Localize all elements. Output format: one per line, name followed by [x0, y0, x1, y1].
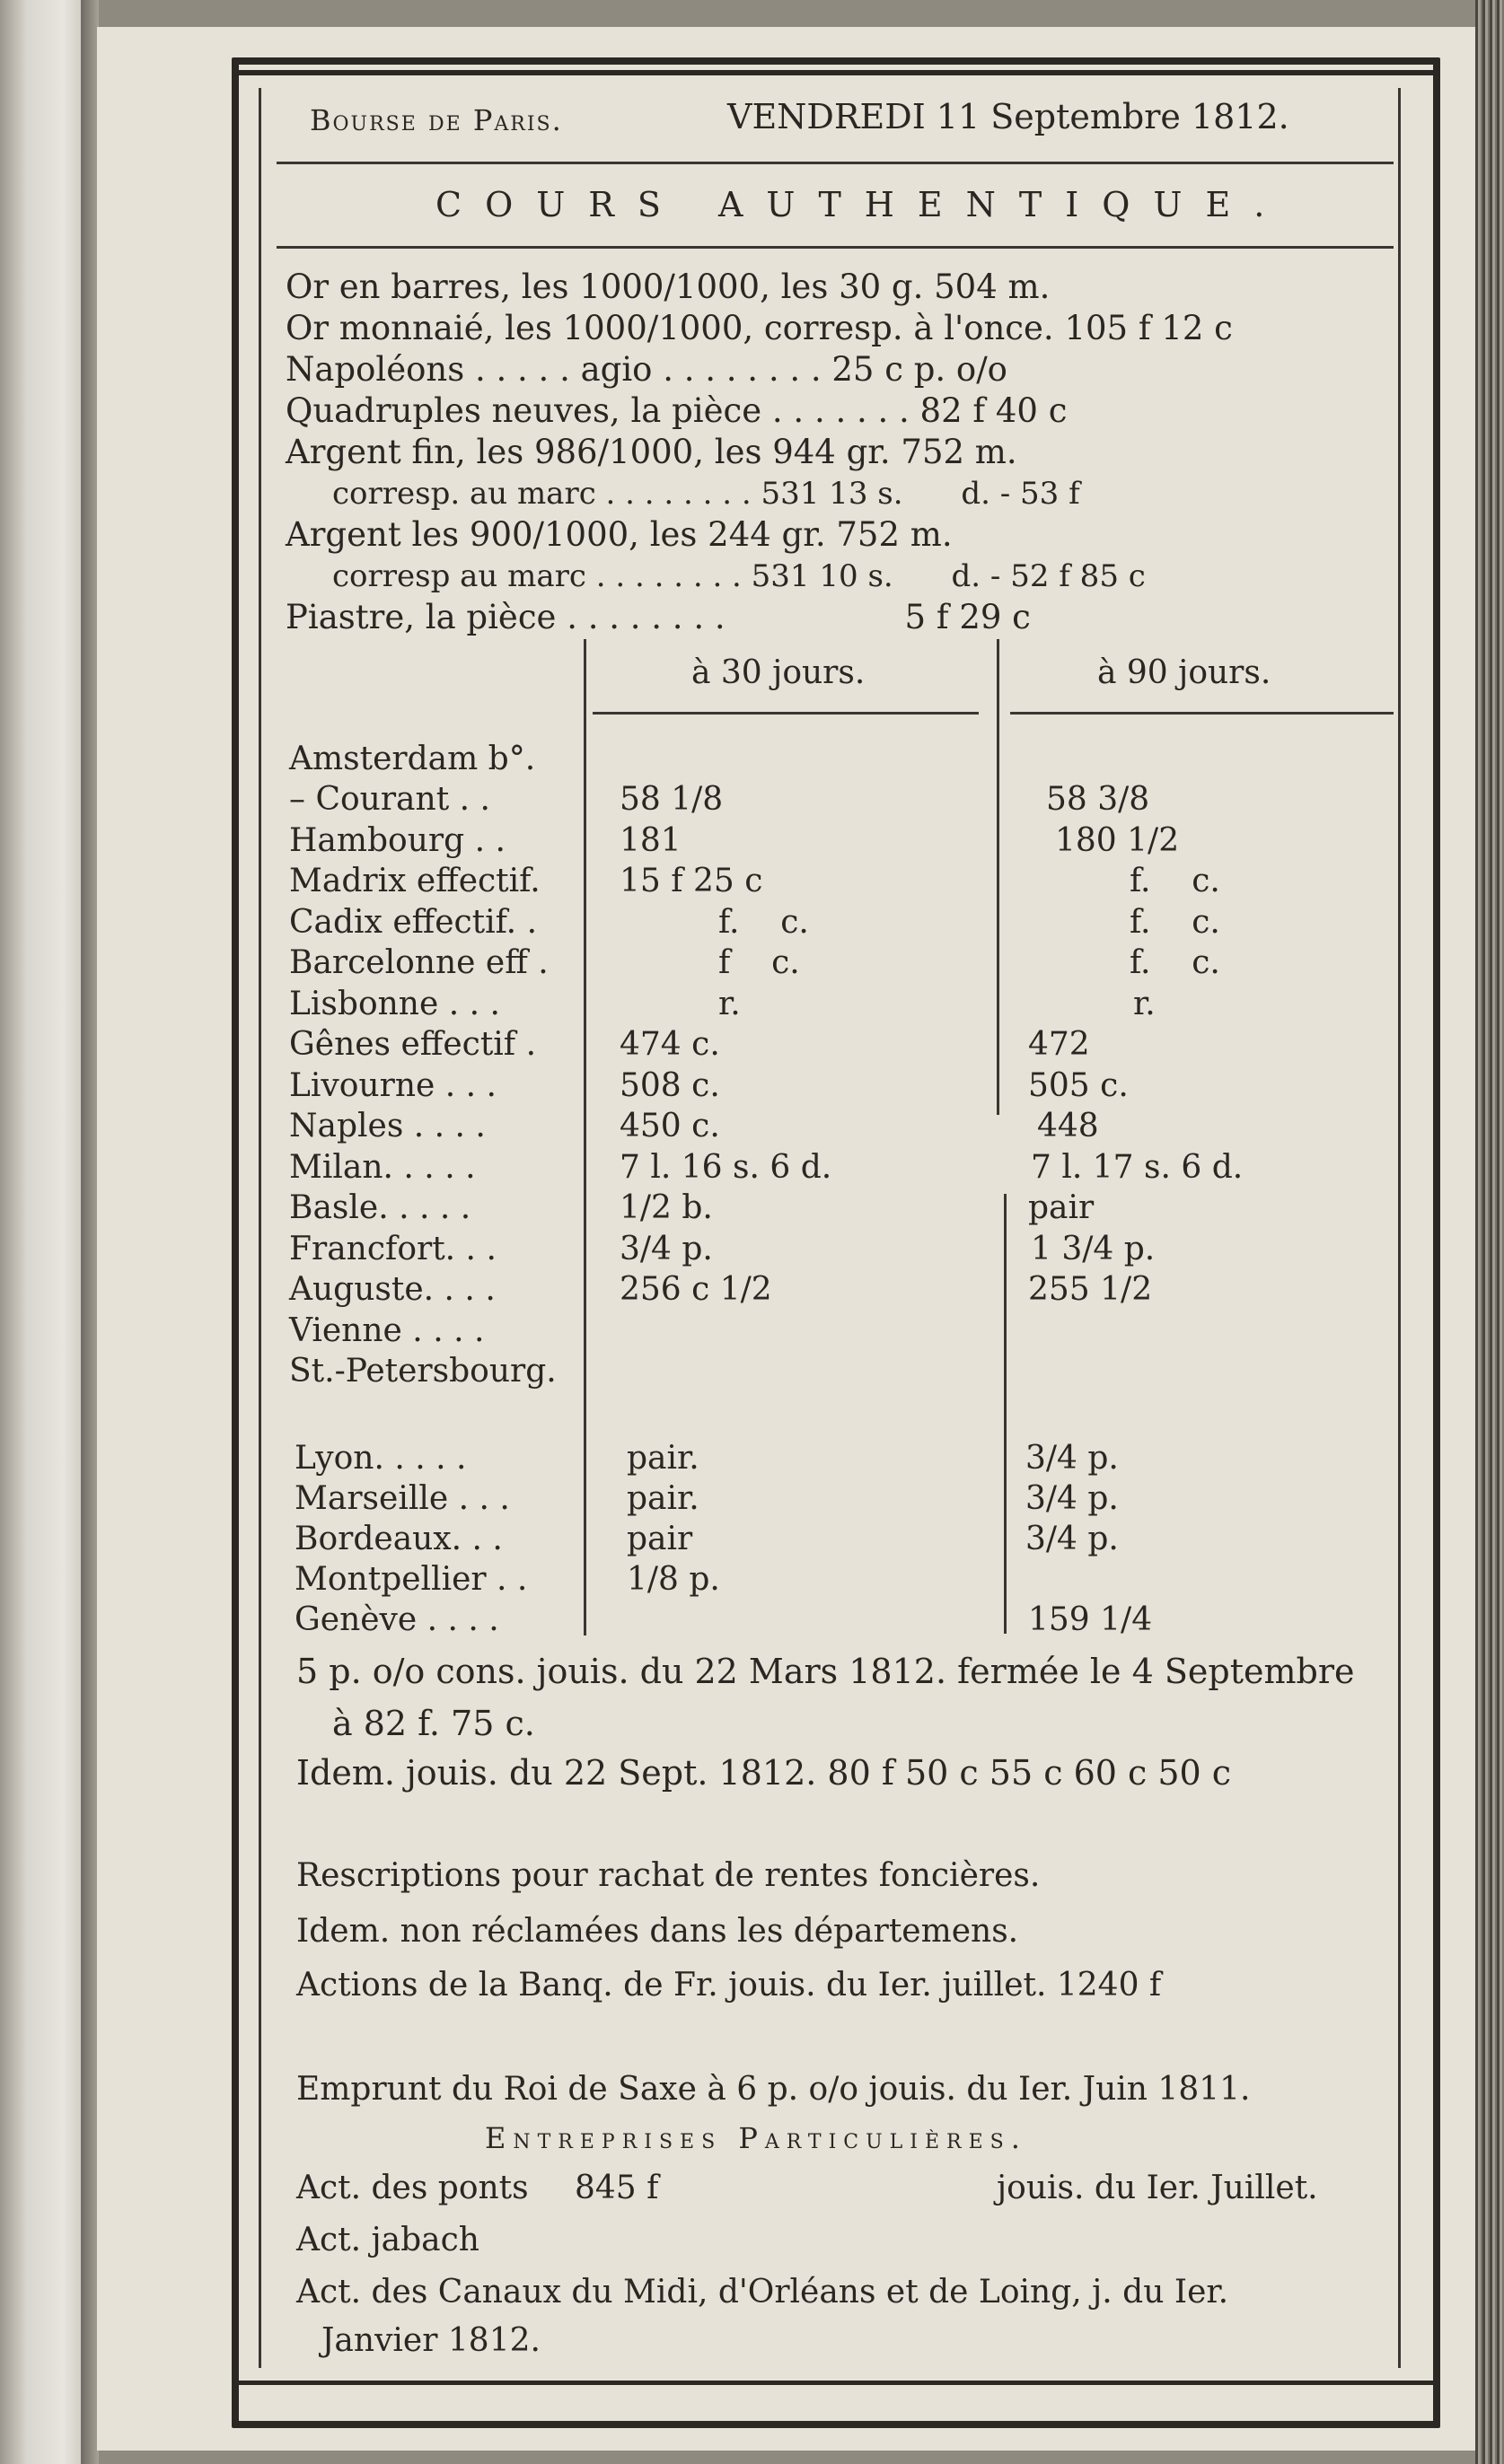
- place-bordeaux: Bordeaux. . .: [295, 1521, 503, 1557]
- metal-line-8: corresp au marc . . . . . . . . 531 10 s. d. - 52 f 85 c: [332, 558, 1146, 594]
- place-hambourg: Hambourg . .: [289, 822, 506, 859]
- place-barcelonne: Barcelonne eff .: [289, 944, 549, 981]
- gutter-shadow: [81, 0, 99, 2464]
- place-courant: – Courant . .: [289, 781, 490, 818]
- place-naples: Naples . . . .: [289, 1108, 486, 1144]
- actions-banque: Actions de la Banq. de Fr. jouis. du Ier. juillet. 1240 f: [296, 1967, 1162, 2004]
- title-rule: [277, 246, 1394, 249]
- rate90-francfort: 1 3/4 p.: [1031, 1231, 1156, 1267]
- col-90-rule: [1010, 712, 1394, 715]
- rate30-basle: 1/2 b.: [620, 1189, 713, 1226]
- metal-line-4: Quadruples neuves, la pièce . . . . . . . 82 f 40 c: [286, 391, 1068, 430]
- bottom-border-rule: [232, 2381, 1440, 2385]
- place-livourne: Livourne . . .: [289, 1067, 497, 1104]
- rate90-basle: pair: [1028, 1189, 1095, 1226]
- place-marseille: Marseille . . .: [295, 1480, 510, 1517]
- place-basle: Basle. . . . .: [289, 1189, 471, 1226]
- rate30-bordeaux: pair: [627, 1521, 693, 1557]
- act-jabach: Act. jabach: [296, 2222, 479, 2258]
- idem-non-reclamees: Idem. non réclamées dans les départemens.: [296, 1913, 1019, 1950]
- col-30-rule: [593, 712, 979, 715]
- rate90-milan: 7 l. 17 s. 6 d.: [1031, 1149, 1244, 1186]
- rate90-genes: 472: [1028, 1026, 1090, 1063]
- rate30-livourne: 508 c.: [620, 1067, 720, 1104]
- place-genes: Gênes effectif .: [289, 1026, 537, 1063]
- rate30-cadix: f. c.: [718, 904, 809, 941]
- place-cadix: Cadix effectif. .: [289, 904, 538, 941]
- rate30-genes: 474 c.: [620, 1026, 720, 1063]
- metal-line-6: corresp. au marc . . . . . . . . 531 13 s. d. - 53 f: [332, 476, 1080, 512]
- metal-line-9: Piastre, la pièce . . . . . . . . 5 f 29 c: [286, 598, 1031, 636]
- rate30-madrid: 15 f 25 c: [620, 863, 763, 899]
- metal-line-2: Or monnaié, les 1000/1000, corresp. à l'once. 105 f 12 c: [286, 309, 1233, 347]
- top-border-rule: [232, 70, 1440, 75]
- rente-5pct: 5 p. o/o cons. jouis. du 22 Mars 1812. fermée le 4 Septembre: [296, 1652, 1355, 1691]
- rate30-montpellier: 1/8 p.: [627, 1561, 720, 1598]
- rate30-lyon: pair.: [627, 1440, 699, 1477]
- rate30-naples: 450 c.: [620, 1108, 720, 1144]
- act-ponts-jouis: jouis. du Ier. Juillet.: [997, 2170, 1318, 2206]
- place-milan: Milan. . . . .: [289, 1149, 476, 1186]
- metal-line-3: Napoléons . . . . . agio . . . . . . . . 25 c p. o/o: [286, 350, 1007, 389]
- place-vienne: Vienne . . . .: [289, 1312, 485, 1349]
- place-lyon: Lyon. . . . .: [295, 1440, 467, 1477]
- place-francfort: Francfort. . .: [289, 1231, 497, 1267]
- rate30-auguste: 256 c 1/2: [620, 1271, 772, 1308]
- rate90-bordeaux: 3/4 p.: [1025, 1521, 1119, 1557]
- rate90-courant: 58 3/8: [1046, 781, 1150, 818]
- rente-5pct-price: à 82 f. 75 c.: [332, 1704, 535, 1743]
- rate90-naples: 448: [1037, 1108, 1099, 1144]
- page-edges: [1475, 0, 1504, 2464]
- place-madrid: Madrix effectif.: [289, 863, 541, 899]
- act-ponts-label: Act. des ponts: [296, 2170, 529, 2206]
- rente-idem: Idem. jouis. du 22 Sept. 1812. 80 f 50 c 55 c 60 c 50 c: [296, 1753, 1232, 1793]
- act-ponts-value: 845 f: [575, 2170, 659, 2206]
- entreprises-heading: Entreprises Particulières.: [485, 2121, 1027, 2155]
- rate90-auguste: 255 1/2: [1028, 1271, 1153, 1308]
- act-canaux-2: Janvier 1812.: [321, 2322, 541, 2359]
- rescriptions: Rescriptions pour rachat de rentes foncières.: [296, 1857, 1041, 1894]
- rate90-lisbonne: r.: [1133, 986, 1156, 1022]
- rate30-hambourg: 181: [620, 822, 682, 859]
- rate90-marseille: 3/4 p.: [1025, 1480, 1119, 1517]
- col-30-header: à 30 jours.: [691, 654, 866, 691]
- rate30-milan: 7 l. 16 s. 6 d.: [620, 1149, 832, 1186]
- header-rule: [277, 162, 1394, 164]
- header-left: Bourse de Paris.: [310, 103, 563, 137]
- table-divider-left: [584, 639, 586, 1635]
- act-canaux-1: Act. des Canaux du Midi, d'Orléans et de Loing, j. du Ier.: [296, 2274, 1229, 2311]
- rate30-barcelonne: f c.: [718, 944, 800, 981]
- rate30-lisbonne: r.: [718, 986, 741, 1022]
- metal-line-1: Or en barres, les 1000/1000, les 30 g. 504 m.: [286, 267, 1051, 306]
- place-geneve: Genève . . . .: [295, 1601, 499, 1638]
- metal-line-7: Argent les 900/1000, les 244 gr. 752 m.: [286, 515, 953, 554]
- place-auguste: Auguste. . . .: [289, 1271, 496, 1308]
- rate30-francfort: 3/4 p.: [620, 1231, 713, 1267]
- rate90-geneve: 159 1/4: [1028, 1601, 1153, 1638]
- rate90-barcelonne: f. c.: [1130, 944, 1220, 981]
- page-title: COURS AUTHENTIQUE.: [435, 185, 1289, 224]
- header-right: VENDREDI 11 Septembre 1812.: [727, 97, 1289, 136]
- rate30-marseille: pair.: [627, 1480, 699, 1517]
- col-90-header: à 90 jours.: [1097, 654, 1271, 691]
- metal-line-5: Argent fin, les 986/1000, les 944 gr. 752 m.: [286, 433, 1017, 471]
- place-amsterdam: Amsterdam b°.: [289, 741, 536, 777]
- book-gutter: [0, 0, 90, 2464]
- table-divider-middle-upper: [997, 639, 999, 1115]
- rate30-courant: 58 1/8: [620, 781, 724, 818]
- rate90-cadix: f. c.: [1130, 904, 1220, 941]
- rate90-lyon: 3/4 p.: [1025, 1440, 1119, 1477]
- rate90-madrid: f. c.: [1130, 863, 1220, 899]
- rate90-hambourg: 180 1/2: [1055, 822, 1180, 859]
- place-st-petersbourg: St.-Petersbourg.: [289, 1353, 557, 1390]
- emprunt-saxe: Emprunt du Roi de Saxe à 6 p. o/o jouis. du Ier. Juin 1811.: [296, 2071, 1251, 2108]
- place-lisbonne: Lisbonne . . .: [289, 986, 500, 1022]
- table-divider-middle-lower: [1004, 1194, 1007, 1634]
- rate90-livourne: 505 c.: [1028, 1067, 1129, 1104]
- place-montpellier: Montpellier . .: [295, 1561, 528, 1598]
